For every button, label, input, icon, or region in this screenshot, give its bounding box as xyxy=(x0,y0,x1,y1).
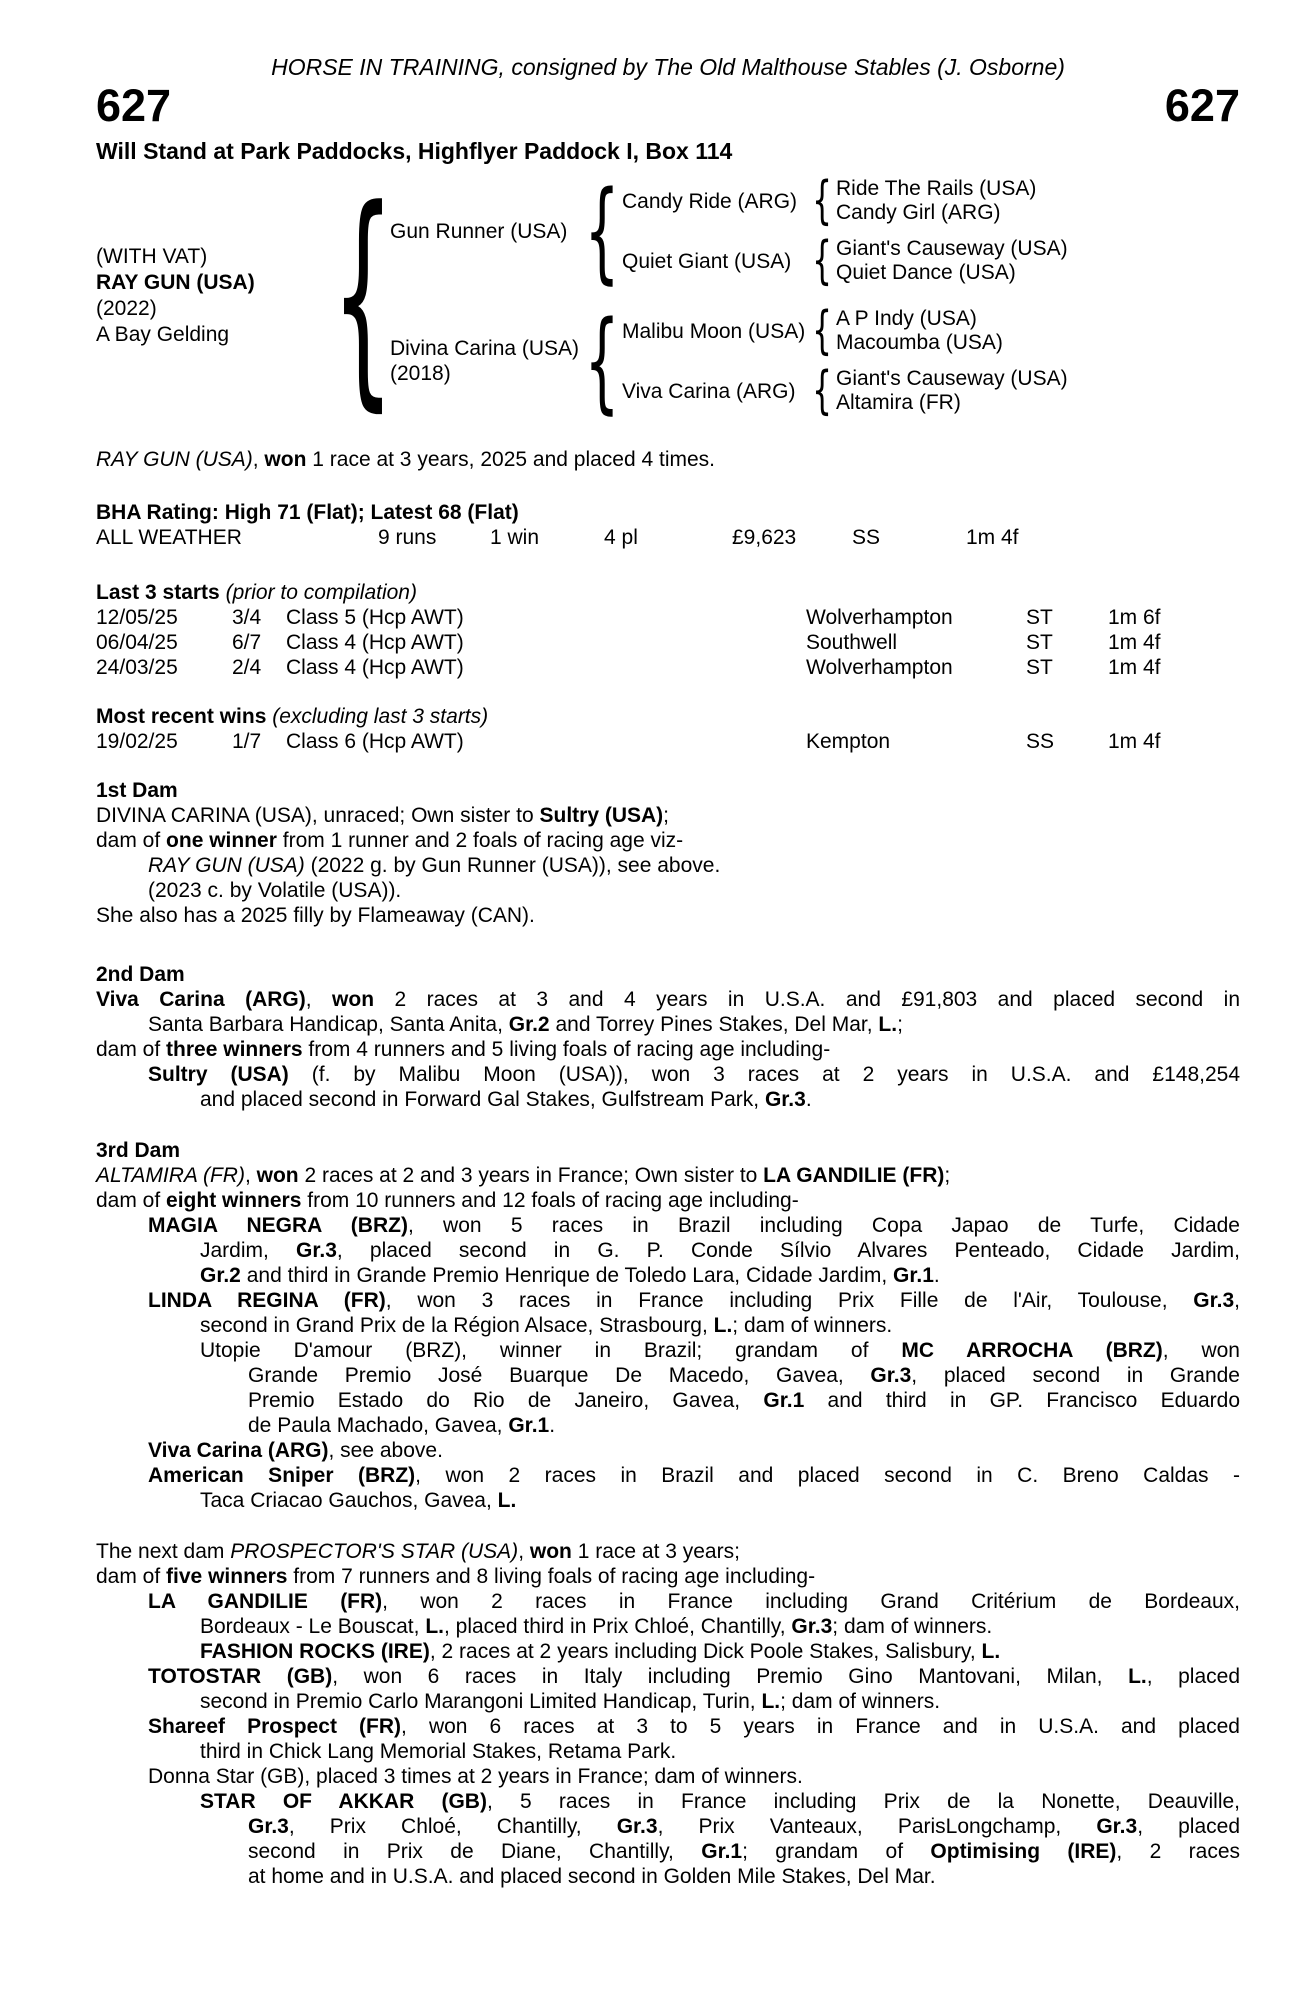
table-cell: 24/03/25 xyxy=(96,656,178,679)
recent-wins-header xyxy=(96,704,1240,729)
table-cell: 1m 4f xyxy=(1108,730,1161,753)
table-cell: Wolverhampton xyxy=(806,606,953,629)
race-summary xyxy=(96,447,1240,472)
text-line: American Sniper (BRZ), won 2 races in Brazil and placed second in C. Breno Caldas - xyxy=(148,1464,1241,1487)
text-line: DIVINA CARINA (USA), unraced; Own sister to Sultry (USA); xyxy=(96,804,670,827)
lot-number-left: 627 xyxy=(96,80,172,131)
text-line: Gr.2 and third in Grande Premio Henrique de Toledo Lara, Cidade Jardim, Gr.1. xyxy=(200,1264,940,1287)
recent-wins-section xyxy=(96,704,1240,754)
last-starts-title: Last 3 starts xyxy=(96,581,220,604)
text-line: dam of one winner from 1 runner and 2 foals of racing age viz- xyxy=(96,829,684,852)
text-line: TOTOSTAR (GB), won 6 races in Italy including Premio Gino Mantovani, Milan, L., placed xyxy=(148,1665,1241,1688)
table-cell: Wolverhampton xyxy=(806,656,953,679)
pedigree-brace-sire: { xyxy=(584,167,620,295)
granddam-name: Viva Carina (ARG) xyxy=(622,379,796,403)
text-line: Gr.3, Prix Chloé, Chantilly, Gr.3, Prix Vanteaux, ParisLongchamp, Gr.3, placed xyxy=(248,1815,1240,1838)
great-grandparent-name: Macoumba (USA) xyxy=(836,331,1003,354)
third-dam-text xyxy=(96,1163,1240,1513)
great-grandparent-name: Giant's Causeway (USA) xyxy=(836,367,1068,390)
text-line: Utopie D'amour (BRZ), winner in Brazil; grandam of MC ARROCHA (BRZ), won xyxy=(200,1339,1240,1362)
text-line: MAGIA NEGRA (BRZ), won 5 races in Brazil including Copa Japao de Turfe, Cidade xyxy=(148,1214,1240,1237)
table-cell: 6/7 xyxy=(232,631,262,654)
pedigree-brace-small: { xyxy=(812,361,832,421)
table-cell: SS xyxy=(852,526,881,549)
text-line: Viva Carina (ARG), see above. xyxy=(148,1439,443,1462)
text-line: (2023 c. by Volatile (USA)). xyxy=(148,879,402,902)
table-cell: 3/4 xyxy=(232,606,262,629)
recent-wins-table xyxy=(96,729,1240,754)
great-grandparent-name: Quiet Dance (USA) xyxy=(836,261,1016,284)
last-starts-section xyxy=(96,580,1240,680)
table-cell: Class 5 (Hcp AWT) xyxy=(286,606,464,629)
grandsire-name: Candy Ride (ARG) xyxy=(622,189,798,213)
table-cell: 1m 4f xyxy=(1108,656,1161,679)
text-line: RAY GUN (USA), won 1 race at 3 years, 2025 and placed 4 times. xyxy=(96,448,715,471)
text-line: Grande Premio José Buarque De Macedo, Gavea, Gr.3, placed second in Grande xyxy=(248,1364,1240,1387)
text-line: Premio Estado do Rio de Janeiro, Gavea, Gr.1 and third in GP. Francisco Eduardo xyxy=(248,1389,1240,1412)
second-dam-header: 2nd Dam xyxy=(96,963,185,986)
table-cell: 1 win xyxy=(490,526,540,549)
table-cell: SS xyxy=(1026,730,1055,753)
table-cell: 9 runs xyxy=(378,526,437,549)
pedigree-brace-small: { xyxy=(812,171,832,231)
dam-name: Divina Carina (USA) xyxy=(390,337,580,360)
last-starts-note: (prior to compilation) xyxy=(225,581,417,604)
pedigree-table xyxy=(96,160,1240,432)
table-cell: Class 4 (Hcp AWT) xyxy=(286,631,464,654)
table-cell: ST xyxy=(1026,656,1053,679)
foaling-year: (2022) xyxy=(96,297,157,320)
last-starts-table xyxy=(96,605,1240,680)
grandparent-branch xyxy=(622,231,1240,291)
table-cell: 2/4 xyxy=(232,656,262,679)
race-start-row xyxy=(96,630,1240,655)
pedigree-brace-small: { xyxy=(812,231,832,291)
table-cell: 1m 4f xyxy=(966,526,1019,549)
last-starts-header xyxy=(96,580,1240,605)
text-line: and placed second in Forward Gal Stakes, Gulfstream Park, Gr.3. xyxy=(200,1088,812,1111)
race-win-row xyxy=(96,729,1240,754)
horse-name: RAY GUN (USA) xyxy=(96,271,255,294)
text-line: STAR OF AKKAR (GB), 5 races in France including Prix de la Nonette, Deauville, xyxy=(200,1790,1241,1813)
dam-name-block xyxy=(390,336,582,386)
table-cell: Class 6 (Hcp AWT) xyxy=(286,730,464,753)
stand-location: Will Stand at Park Paddocks, Highflyer Paddock I, Box 114 xyxy=(96,138,733,164)
great-grandparent-name: Giant's Causeway (USA) xyxy=(836,237,1068,260)
first-dam-section xyxy=(96,778,1240,928)
text-line: at home and in U.S.A. and placed second in Golden Mile Stakes, Del Mar. xyxy=(248,1865,936,1888)
text-line: Shareef Prospect (FR), won 6 races at 3 to 5 years in France and in U.S.A. and placed xyxy=(148,1715,1240,1738)
recent-wins-note: (excluding last 3 starts) xyxy=(272,705,489,728)
table-cell: £9,623 xyxy=(732,526,797,549)
text-line: The next dam PROSPECTOR'S STAR (USA), won 1 race at 3 years; xyxy=(96,1540,740,1563)
table-cell: 1/7 xyxy=(232,730,262,753)
table-cell: 1m 4f xyxy=(1108,631,1161,654)
text-line: LA GANDILIE (FR), won 2 races in France including Grand Critérium de Bordeaux, xyxy=(148,1590,1240,1613)
text-line: second in Premio Carlo Marangoni Limited Handicap, Turin, L.; dam of winners. xyxy=(200,1690,941,1713)
pedigree-brace-dam: { xyxy=(584,297,620,425)
third-dam-header: 3rd Dam xyxy=(96,1139,181,1162)
text-line: third in Chick Lang Memorial Stakes, Retama Park. xyxy=(200,1740,677,1763)
second-dam-section xyxy=(96,962,1240,1112)
table-cell: 1m 6f xyxy=(1108,606,1161,629)
consignor-line: HORSE IN TRAINING, consigned by The Old Malthouse Stables (J. Osborne) xyxy=(271,54,1065,80)
horse-info-block xyxy=(96,244,336,348)
pedigree-brace-main: { xyxy=(331,160,395,432)
text-line: Taca Criacao Gauchos, Gavea, L. xyxy=(200,1489,517,1512)
sire-name: Gun Runner (USA) xyxy=(390,219,568,243)
text-line: ALTAMIRA (FR), won 2 races at 2 and 3 years in France; Own sister to LA GANDILIE (FR); xyxy=(96,1164,951,1187)
text-line: She also has a 2025 filly by Flameaway (CAN). xyxy=(96,904,535,927)
text-line: second in Grand Prix de la Région Alsace, Strasbourg, L.; dam of winners. xyxy=(200,1314,893,1337)
pedigree-brace-small: { xyxy=(812,301,832,361)
surface-stats-row xyxy=(96,525,1240,550)
sire-branch xyxy=(390,167,1240,295)
recent-wins-title: Most recent wins xyxy=(96,705,267,728)
text-line: Donna Star (GB), placed 3 times at 2 years in France; dam of winners. xyxy=(148,1765,803,1788)
dam-branch xyxy=(390,297,1240,425)
table-cell: 12/05/25 xyxy=(96,606,178,629)
vat-note: (WITH VAT) xyxy=(96,245,208,268)
text-line: dam of five winners from 7 runners and 8 living foals of racing age including- xyxy=(96,1565,816,1588)
table-cell: 19/02/25 xyxy=(96,730,178,753)
grandparent-branch xyxy=(622,301,1240,361)
table-cell: 06/04/25 xyxy=(96,631,178,654)
lot-number-row xyxy=(96,80,1240,131)
bha-rating-line: BHA Rating: High 71 (Flat); Latest 68 (Flat) xyxy=(96,501,519,524)
text-line: dam of three winners from 4 runners and 5 living foals of racing age including- xyxy=(96,1038,831,1061)
great-grandparent-name: A P Indy (USA) xyxy=(836,307,977,330)
next-dam-section xyxy=(96,1539,1240,1889)
surface-stats xyxy=(96,525,1240,550)
lot-number-right: 627 xyxy=(1164,80,1240,131)
table-cell: Kempton xyxy=(806,730,891,753)
table-cell: Class 4 (Hcp AWT) xyxy=(286,656,464,679)
horse-description: A Bay Gelding xyxy=(96,323,230,346)
first-dam-text xyxy=(96,803,1240,928)
text-line: FASHION ROCKS (IRE), 2 races at 2 years including Dick Poole Stakes, Salisbury, L. xyxy=(200,1640,1001,1663)
text-line: Viva Carina (ARG), won 2 races at 3 and 4 years in U.S.A. and £91,803 and placed second in xyxy=(96,988,1241,1011)
text-line: Bordeaux - Le Bouscat, L., placed third in Prix Chloé, Chantilly, Gr.3; dam of winners. xyxy=(200,1615,993,1638)
next-dam-text xyxy=(96,1539,1240,1889)
great-grandparent-name: Ride The Rails (USA) xyxy=(836,177,1037,200)
dam-year: (2018) xyxy=(390,362,451,385)
text-line: RAY GUN (USA) (2022 g. by Gun Runner (USA)), see above. xyxy=(148,854,721,877)
text-line: second in Prix de Diane, Chantilly, Gr.1; grandam of Optimising (IRE), 2 races xyxy=(248,1840,1240,1863)
text-line: Sultry (USA) (f. by Malibu Moon (USA)), won 3 races at 2 years in U.S.A. and £148,254 xyxy=(148,1063,1240,1086)
race-start-row xyxy=(96,605,1240,630)
table-cell: ST xyxy=(1026,606,1053,629)
table-cell: 4 pl xyxy=(604,526,638,549)
great-grandparent-name: Candy Girl (ARG) xyxy=(836,201,1001,224)
table-cell: ST xyxy=(1026,631,1053,654)
granddam-name: Quiet Giant (USA) xyxy=(622,249,792,273)
grandsire-name: Malibu Moon (USA) xyxy=(622,319,806,343)
text-line: Santa Barbara Handicap, Santa Anita, Gr.2 and Torrey Pines Stakes, Del Mar, L.; xyxy=(148,1013,903,1036)
text-line: de Paula Machado, Gavea, Gr.1. xyxy=(248,1414,556,1437)
grandparent-branch xyxy=(622,171,1240,231)
great-grandparent-name: Altamira (FR) xyxy=(836,391,961,414)
first-dam-header: 1st Dam xyxy=(96,779,178,802)
text-line: Jardim, Gr.3, placed second in G. P. Conde Sílvio Alvares Penteado, Cidade Jardim, xyxy=(200,1239,1240,1262)
race-start-row xyxy=(96,655,1240,680)
table-cell: ALL WEATHER xyxy=(96,526,242,549)
bha-rating-section xyxy=(96,500,1240,550)
table-cell: Southwell xyxy=(806,631,898,654)
third-dam-section xyxy=(96,1138,1240,1513)
grandparent-branch xyxy=(622,361,1240,421)
text-line: dam of eight winners from 10 runners and 12 foals of racing age including- xyxy=(96,1189,799,1212)
second-dam-text xyxy=(96,987,1240,1112)
text-line: LINDA REGINA (FR), won 3 races in France including Prix Fille de l'Air, Toulouse, Gr.3, xyxy=(148,1289,1240,1312)
